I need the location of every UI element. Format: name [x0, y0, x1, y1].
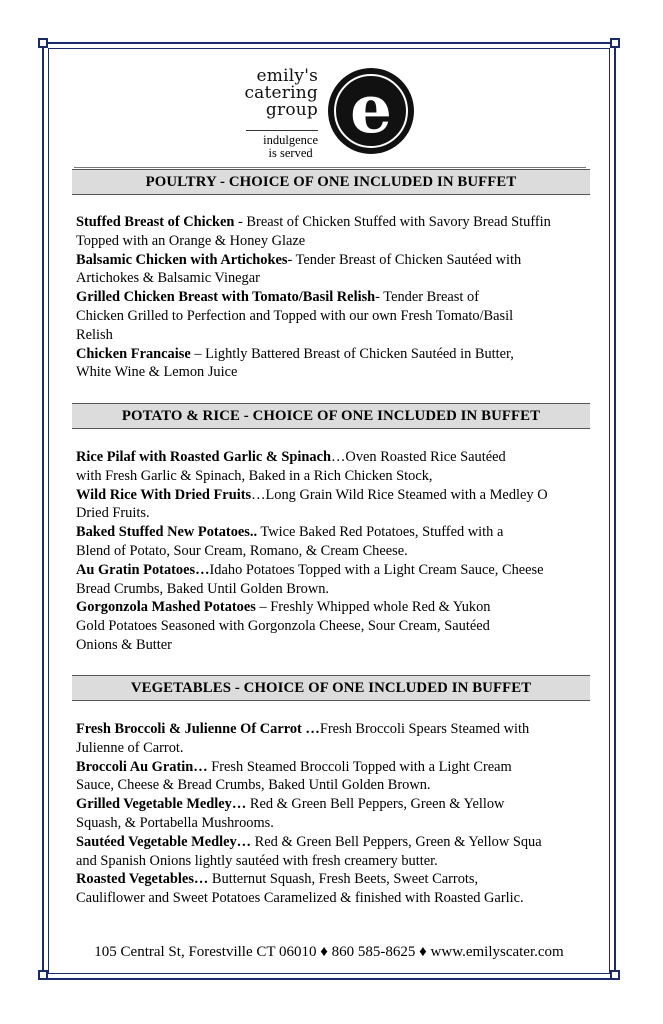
item-name: Balsamic Chicken with Artichokes — [76, 251, 288, 268]
item-desc: Onions & Butter — [76, 636, 172, 653]
corner-ornament — [38, 38, 48, 48]
item-desc: Artichokes & Balsamic Vinegar — [76, 270, 260, 287]
section-heading-poultry: POULTRY - CHOICE OF ONE INCLUDED IN BUFFET — [72, 169, 590, 195]
section-heading-potato-rice: POTATO & RICE - CHOICE OF ONE INCLUDED IN BUFFET — [72, 403, 590, 429]
item-name: Grilled Chicken Breast with Tomato/Basil Relish — [76, 289, 376, 306]
header-divider — [74, 167, 586, 168]
menu-item — [76, 345, 616, 383]
item-desc: Red & Green Bell Peppers, Green & Yellow — [246, 796, 505, 813]
item-desc: Fresh Steamed Broccoli Topped with a Light Cream — [207, 758, 512, 775]
item-name: Chicken Francaise — [76, 345, 191, 362]
poultry-list — [76, 213, 616, 382]
item-desc: Fresh Broccoli Spears Steamed with — [319, 721, 530, 737]
logo-tagline — [263, 134, 318, 160]
item-desc: Idaho Potatoes Topped with a Light Cream Sauce, Cheese — [209, 561, 544, 578]
logo-mark: e — [350, 70, 392, 148]
item-desc: Twice Baked Red Potatoes, Stuffed with a — [257, 524, 504, 541]
item-desc: Red & Green Bell Peppers, Green & Yellow Squa — [251, 833, 542, 850]
item-desc: Sauce, Cheese & Bread Crumbs, Baked Until Golden Brown. — [76, 777, 431, 794]
vegetables-list — [76, 720, 616, 908]
company-logo — [236, 60, 426, 166]
item-name: Roasted Vegetables… — [76, 871, 209, 888]
item-desc: White Wine & Lemon Juice — [76, 364, 238, 381]
logo-line: group — [265, 100, 318, 120]
menu-item — [76, 251, 616, 289]
menu-item — [76, 833, 616, 871]
item-desc: Julienne of Carrot. — [76, 739, 184, 756]
menu-item — [76, 448, 616, 486]
item-desc: - Breast of Chicken Stuffed with Savory Bread Stuffin — [234, 214, 551, 230]
item-name: Au Gratin Potatoes… — [76, 561, 210, 578]
contact-footer: 105 Central St, Forestville CT 06010 ♦ 860 585-8625 ♦ www.emilyscater.com — [94, 944, 564, 960]
menu-item — [76, 213, 616, 251]
item-desc: Cauliflower and Sweet Potatoes Caramelized & finished with Roasted Garlic. — [76, 890, 524, 907]
item-desc: – Freshly Whipped whole Red & Yukon — [255, 599, 491, 616]
item-name: Baked Stuffed New Potatoes.. — [76, 524, 258, 541]
item-desc: and Spanish Onions lightly sautéed with fresh creamery butter. — [76, 852, 438, 869]
corner-ornament — [38, 970, 48, 980]
item-desc: Squash, & Portabella Mushrooms. — [76, 814, 274, 831]
item-desc: Topped with an Orange & Honey Glaze — [76, 232, 306, 249]
item-desc: Dried Fruits. — [76, 505, 150, 522]
item-name: Stuffed Breast of Chicken — [76, 214, 235, 230]
item-desc: Chicken Grilled to Perfection and Topped with our own Fresh Tomato/Basil — [76, 307, 514, 324]
item-name: Grilled Vegetable Medley… — [76, 796, 247, 813]
item-desc: Butternut Squash, Fresh Beets, Sweet Carrots, — [208, 871, 479, 888]
corner-ornament — [610, 38, 620, 48]
menu-item — [76, 598, 616, 654]
menu-item — [76, 523, 616, 561]
item-name: Broccoli Au Gratin… — [76, 758, 208, 775]
section-heading-vegetables: VEGETABLES - CHOICE OF ONE INCLUDED IN BUFFET — [72, 675, 590, 701]
menu-item — [76, 288, 616, 344]
logo-divider — [246, 130, 318, 131]
item-desc: - Tender Breast of — [375, 289, 479, 306]
item-name: Gorgonzola Mashed Potatoes — [76, 599, 256, 616]
item-desc: - Tender Breast of Chicken Sautéed with — [287, 251, 522, 268]
menu-item — [76, 795, 616, 833]
item-name: Rice Pilaf with Roasted Garlic & Spinach — [76, 449, 332, 465]
potato-rice-list — [76, 448, 616, 655]
item-desc: Relish — [76, 326, 113, 343]
item-desc: …Long Grain Wild Rice Steamed with a Medley O — [251, 486, 548, 503]
item-name: Wild Rice With Dried Fruits — [76, 486, 252, 503]
logo-line: emily's — [256, 66, 318, 86]
menu-item — [76, 561, 616, 599]
menu-item — [76, 486, 616, 524]
e-logo-icon — [326, 66, 416, 156]
item-desc: – Lightly Battered Breast of Chicken Sautéed in Butter, — [190, 345, 514, 362]
menu-item — [76, 870, 616, 908]
item-name: Sautéed Vegetable Medley… — [76, 833, 252, 850]
logo-tagline-line: is served — [268, 146, 313, 160]
menu-item — [76, 758, 616, 796]
logo-wordmark — [244, 68, 318, 119]
item-desc: …Oven Roasted Rice Sautéed — [331, 449, 506, 465]
item-desc: Bread Crumbs, Baked Until Golden Brown. — [76, 580, 330, 597]
item-desc: with Fresh Garlic & Spinach, Baked in a Rich Chicken Stock, — [76, 467, 433, 484]
item-desc: Blend of Potato, Sour Cream, Romano, & Cream Cheese. — [76, 542, 408, 559]
logo-line: catering — [244, 83, 318, 103]
item-name: Fresh Broccoli & Julienne Of Carrot … — [76, 721, 320, 737]
logo-tagline-line: indulgence — [263, 133, 318, 147]
item-desc: Gold Potatoes Seasoned with Gorgonzola Cheese, Sour Cream, Sautéed — [76, 618, 490, 635]
corner-ornament — [610, 970, 620, 980]
menu-item — [76, 720, 616, 758]
